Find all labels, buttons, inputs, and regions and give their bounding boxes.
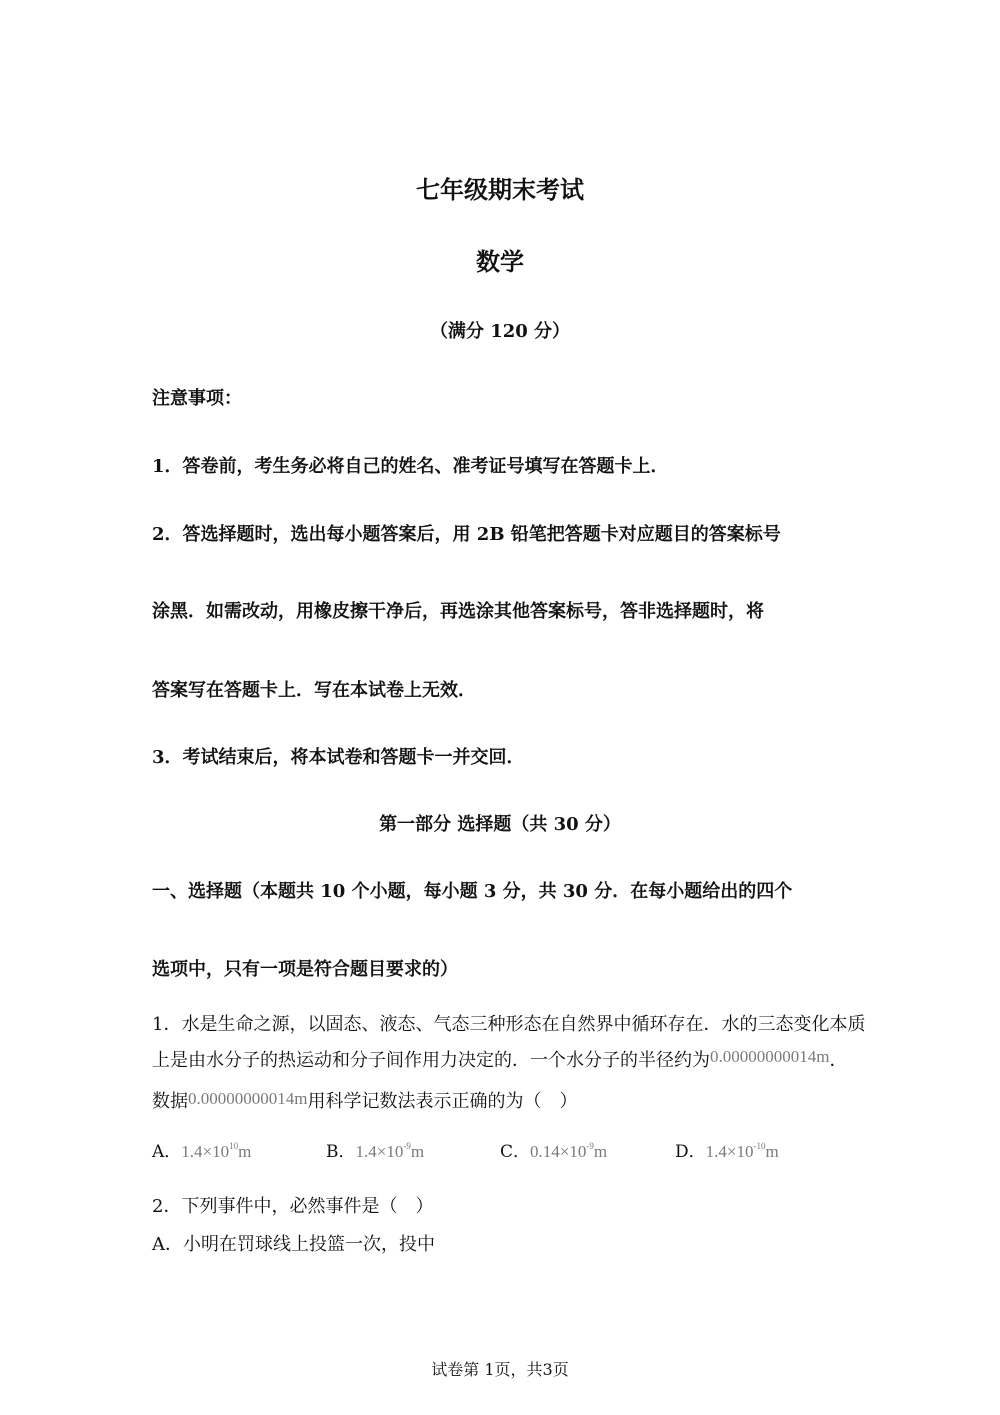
q2-option-a[interactable]: A．小明在罚球线上投篮一次，投中 <box>152 1234 435 1255</box>
q1-option-b[interactable] <box>326 1137 424 1162</box>
notice-item-2-line-2: 涂黑．如需改动，用橡皮擦干净后，再选涂其他答案标号，答非选择题时，将 <box>152 601 764 622</box>
notice-item-2-line-1: 2．答选择题时，选出每小题答案后，用 2B 铅笔把答题卡对应题目的答案标号 <box>152 524 781 545</box>
q1-option-c-exp: -9 <box>586 1141 594 1151</box>
q1-line-3 <box>152 1087 577 1113</box>
q2-stem: 2．下列事件中，必然事件是（ ） <box>152 1196 434 1217</box>
q1-line-2-end: ． <box>829 1050 848 1071</box>
notice-item-2-line-3: 答案写在答题卡上．写在本试卷上无效． <box>152 680 476 701</box>
q1-option-b-label: B． <box>326 1142 356 1162</box>
score-note: （满分 120 分） <box>429 321 571 342</box>
q1-option-a[interactable] <box>152 1137 251 1162</box>
q1-option-c-label: C． <box>500 1142 531 1162</box>
q1-formula-data: 0.00000000014m <box>188 1089 308 1108</box>
section-instruction-line-2: 选项中，只有一项是符合题目要求的） <box>152 959 458 980</box>
q1-line-3-text: 用科学记数法表示正确的为（ ） <box>307 1091 578 1112</box>
q1-option-d-base: 1.4×10 <box>705 1142 754 1161</box>
exam-title: 七年级期末考试 <box>416 175 584 204</box>
q1-option-c[interactable] <box>500 1137 607 1162</box>
q1-option-d-label: D． <box>675 1142 706 1162</box>
q1-formula-radius: 0.00000000014m <box>710 1047 830 1066</box>
q1-option-a-base: 1.4×10 <box>181 1142 230 1161</box>
section-instruction-line-1: 一、选择题（本题共 10 个小题，每小题 3 分，共 30 分．在每小题给出的四个 <box>152 881 793 902</box>
q1-option-a-label: A． <box>152 1142 182 1162</box>
q1-line-2-text: 上是由水分子的热运动和分子间作用力决定的．一个水分子的半径约为 <box>152 1050 710 1071</box>
q1-option-d[interactable] <box>675 1137 779 1162</box>
q1-option-d-unit: m <box>765 1142 779 1161</box>
q1-option-c-base: 0.14×10 <box>530 1142 587 1161</box>
q1-line-1: 1．水是生命之源，以固态、液态、气态三种形态在自然界中循环存在．水的三态变化本质 <box>152 1014 866 1035</box>
q1-option-b-unit: m <box>410 1142 425 1161</box>
q1-option-c-unit: m <box>593 1142 608 1161</box>
notice-item-1: 1．答卷前，考生务必将自己的姓名、准考证号填写在答题卡上． <box>152 456 669 477</box>
q1-option-a-exp: 10 <box>229 1141 239 1151</box>
subject-title: 数学 <box>476 247 524 276</box>
q1-line-3-start: 数据 <box>152 1091 188 1112</box>
q1-option-b-exp: -9 <box>403 1141 411 1151</box>
q1-option-a-unit: m <box>238 1142 252 1161</box>
notice-item-3: 3．考试结束后，将本试卷和答题卡一并交回． <box>152 747 525 768</box>
page-footer: 试卷第 1页，共3页 <box>431 1360 569 1379</box>
part1-heading: 第一部分 选择题（共 30 分） <box>379 814 621 835</box>
q1-option-b-base: 1.4×10 <box>355 1142 404 1161</box>
q1-option-d-exp: -10 <box>753 1141 766 1151</box>
q1-line-2 <box>152 1046 847 1072</box>
notice-heading: 注意事项： <box>152 388 242 409</box>
